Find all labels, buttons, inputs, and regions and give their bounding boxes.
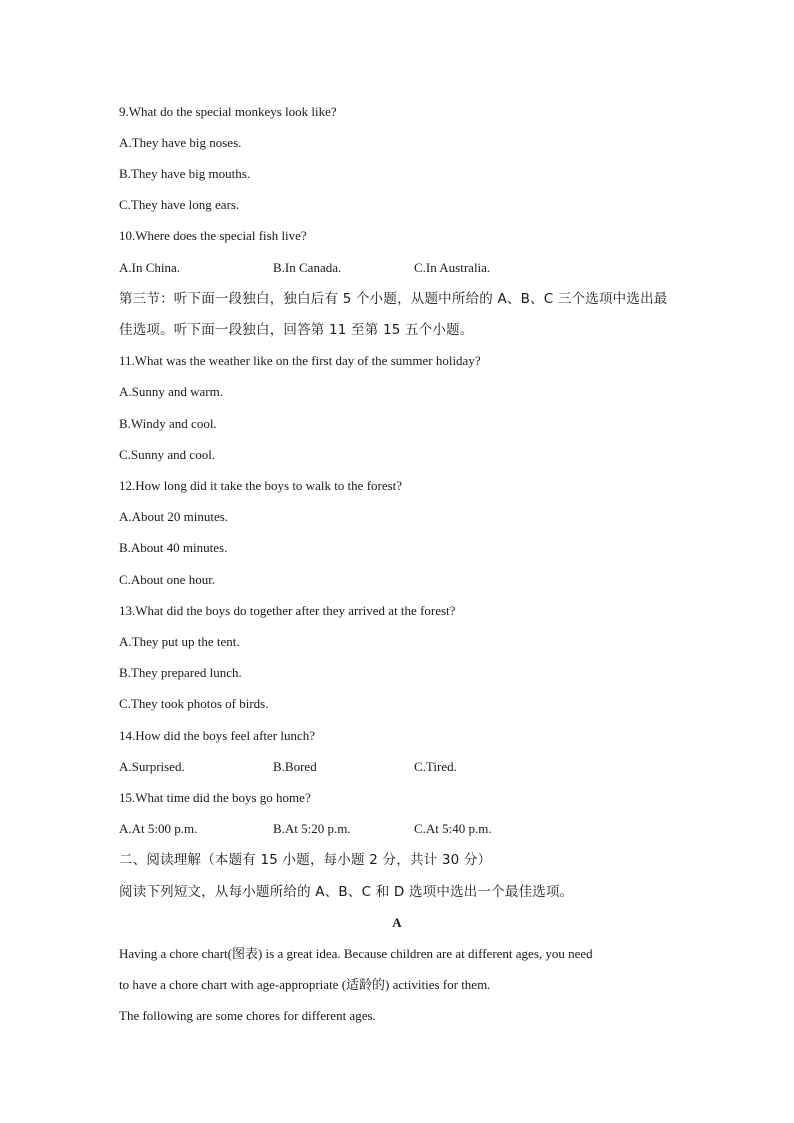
passage-paragraph-line1: Having a chore chart(图表) is a great idea. Because children are at different ages, you need [119, 946, 593, 961]
question-9: 9.What do the special monkeys look like? [119, 104, 337, 119]
part2-heading: 二、阅读理解（本题有 15 小题，每小题 2 分，共计 30 分） [119, 852, 492, 868]
q14-option-a: A.Surprised. [119, 759, 185, 774]
q11-option-c: C.Sunny and cool. [119, 447, 216, 462]
passage-paragraph-2: The following are some chores for different ages. [119, 1008, 376, 1023]
q9-option-a: A.They have big noses. [119, 135, 242, 150]
q10-option-c: C.In Australia. [414, 260, 491, 275]
q15-option-a: A.At 5:00 p.m. [119, 821, 198, 836]
question-10: 10.Where does the special fish live? [119, 228, 307, 243]
question-15: 15.What time did the boys go home? [119, 790, 311, 805]
q9-option-b: B.They have big mouths. [119, 166, 251, 181]
q12-option-b: B.About 40 minutes. [119, 540, 228, 555]
q15-option-c: C.At 5:40 p.m. [414, 821, 492, 836]
q13-option-c: C.They took photos of birds. [119, 696, 269, 711]
question-11: 11.What was the weather like on the first day of the summer holiday? [119, 353, 481, 368]
q10-option-b: B.In Canada. [273, 260, 342, 275]
section3-instruction-line1: 第三节：听下面一段独白，独白后有 5 个小题，从题中所给的 A、B、C 三个选项中选出最 [119, 291, 668, 307]
passage-label: A [392, 915, 402, 930]
part2-instruction: 阅读下列短文，从每小题所给的 A、B、C 和 D 选项中选出一个最佳选项。 [119, 884, 574, 900]
q12-option-c: C.About one hour. [119, 572, 216, 587]
question-12: 12.How long did it take the boys to walk to the forest? [119, 478, 403, 493]
section3-instruction-line2: 佳选项。听下面一段独白，回答第 11 至第 15 五个小题。 [119, 322, 474, 338]
q11-option-a: A.Sunny and warm. [119, 384, 223, 399]
question-13: 13.What did the boys do together after they arrived at the forest? [119, 603, 456, 618]
q12-option-a: A.About 20 minutes. [119, 509, 229, 524]
passage-paragraph-line2: to have a chore chart with age-appropriate (适龄的) activities for them. [119, 977, 491, 992]
q13-option-b: B.They prepared lunch. [119, 665, 242, 680]
q13-option-a: A.They put up the tent. [119, 634, 240, 649]
q14-option-c: C.Tired. [414, 759, 457, 774]
q15-option-b: B.At 5:20 p.m. [273, 821, 351, 836]
q10-option-a: A.In China. [119, 260, 181, 275]
q9-option-c: C.They have long ears. [119, 197, 240, 212]
question-14: 14.How did the boys feel after lunch? [119, 728, 316, 743]
q14-option-b: B.Bored [273, 759, 317, 774]
q11-option-b: B.Windy and cool. [119, 416, 217, 431]
